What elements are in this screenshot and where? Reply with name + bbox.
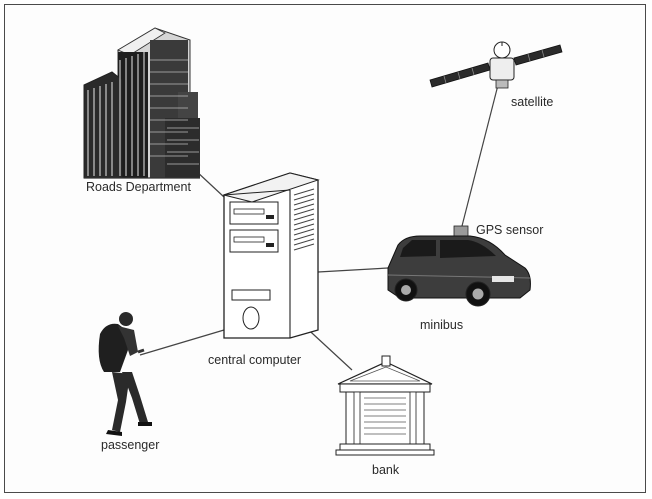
label-satellite: satellite [511,95,554,109]
label-central-computer: central computer [208,353,302,367]
line-computer-minibus [318,268,388,272]
label-passenger: passenger [101,438,160,452]
passenger-icon [99,312,152,436]
building-icon [84,28,200,178]
bank-icon [336,356,434,455]
minibus-icon [388,226,530,306]
line-computer-passenger [140,330,224,355]
line-satellite-gps [462,85,498,226]
label-minibus: minibus [420,318,464,332]
computer-tower-icon [224,173,318,338]
label-bank: bank [372,463,400,477]
satellite-icon [430,42,562,88]
label-gps-sensor: GPS sensor [476,223,544,237]
label-roads-department: Roads Department [86,180,191,194]
